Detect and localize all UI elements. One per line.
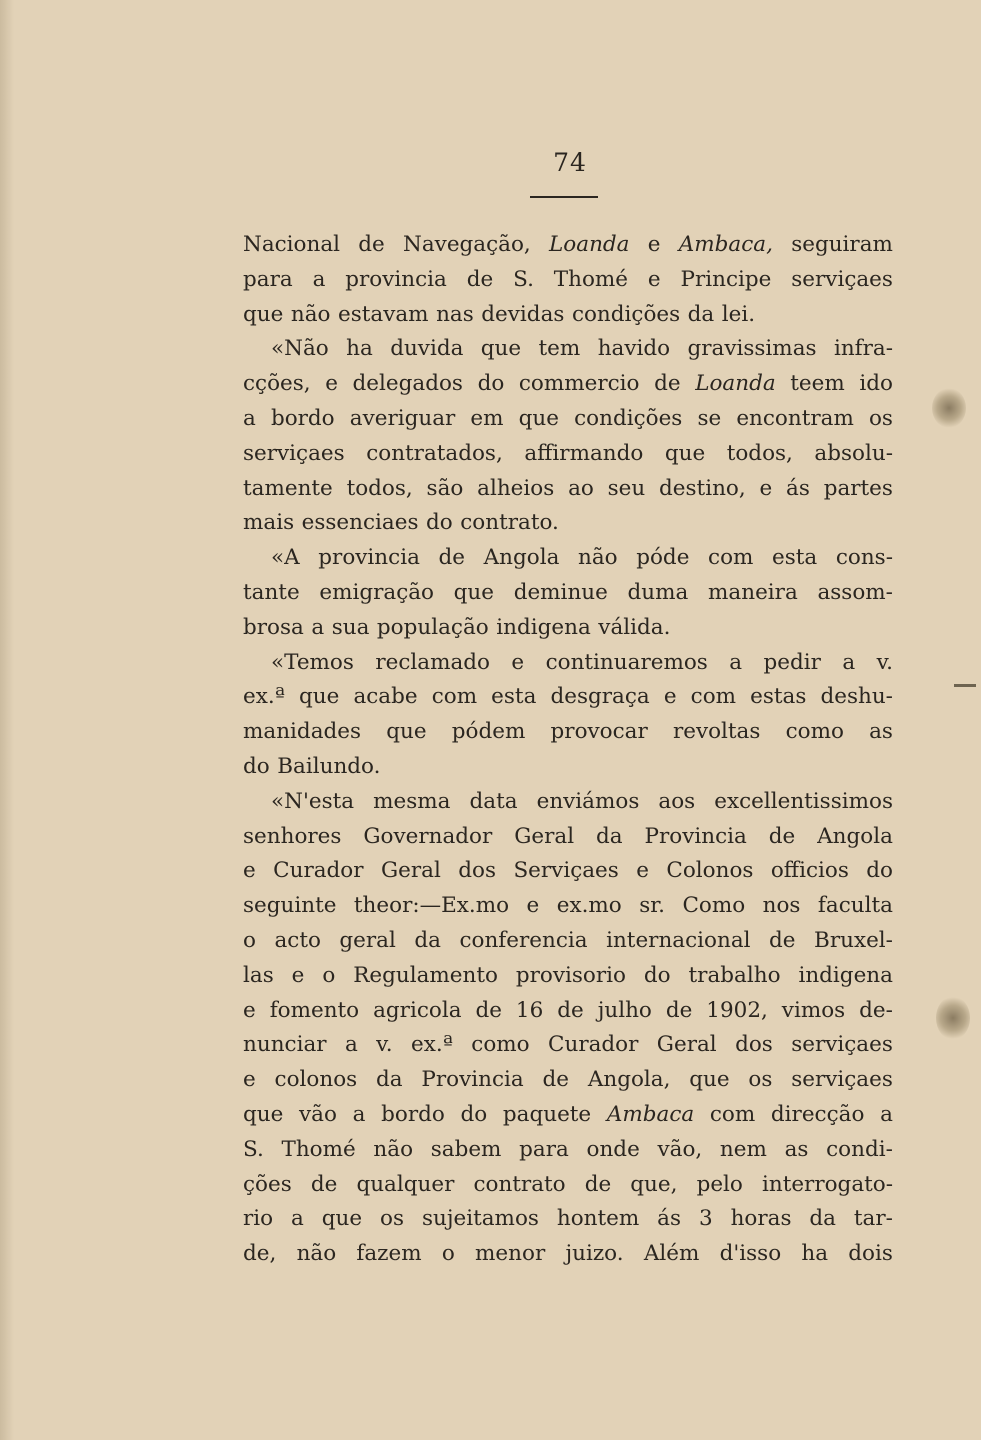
word: paquete	[502, 1101, 592, 1127]
word: rio	[243, 1206, 274, 1232]
word: Curador	[273, 858, 364, 884]
word: Principe	[680, 266, 772, 292]
text-line	[243, 1063, 893, 1098]
word: e	[243, 858, 256, 884]
word: bordo	[381, 1101, 445, 1127]
word: póde	[636, 545, 690, 571]
word: que	[386, 719, 427, 745]
word: Bruxel-	[814, 927, 893, 953]
page-edge	[0, 0, 14, 1440]
word: não	[373, 1136, 414, 1162]
word: tem	[538, 336, 581, 362]
word: mais	[243, 510, 295, 536]
word: averiguar	[349, 405, 456, 431]
word: delegados	[352, 371, 463, 397]
text-line	[243, 472, 893, 507]
word: para	[243, 266, 293, 292]
word: provincia	[345, 266, 447, 292]
word: 1902,	[706, 997, 768, 1023]
word: esta	[772, 545, 818, 571]
word: serviçaes	[791, 1032, 893, 1058]
word: indigena	[496, 614, 591, 640]
text-line	[243, 1168, 893, 1203]
word: todos,	[346, 475, 413, 501]
word: condições	[574, 405, 683, 431]
word: a	[352, 1101, 366, 1127]
word: Geral	[380, 858, 441, 884]
word: commercio	[518, 371, 640, 397]
word: e	[291, 962, 305, 988]
word: contrato.	[460, 510, 559, 536]
word: Geral	[514, 823, 575, 849]
word: do	[477, 371, 505, 397]
word: serviçaes	[243, 440, 345, 466]
word: e	[511, 649, 525, 675]
word: Bailundo.	[277, 753, 381, 779]
word: direcção	[770, 1101, 865, 1127]
word: reclamado	[375, 649, 490, 675]
word: da	[596, 823, 623, 849]
text-line	[243, 298, 893, 333]
word: Ambaca,	[678, 232, 773, 257]
word: juizo.	[565, 1241, 624, 1267]
word: havido	[597, 336, 671, 362]
word: de	[654, 371, 681, 397]
word: que	[243, 301, 284, 327]
word: vão,	[657, 1136, 703, 1162]
word: provisorio	[515, 962, 626, 988]
word: provocar	[550, 719, 648, 745]
word: a	[243, 405, 256, 431]
word: seu	[607, 475, 646, 501]
word: o	[243, 927, 256, 953]
word: do	[243, 753, 270, 779]
word: senhores	[243, 823, 342, 849]
word: las	[243, 962, 274, 988]
word: da	[687, 301, 715, 327]
word: para	[519, 1136, 569, 1162]
word: manidades	[243, 719, 362, 745]
word: como	[785, 719, 844, 745]
word: Angola	[483, 545, 560, 571]
word: emigração	[319, 579, 434, 605]
word: ex.ª	[411, 1032, 453, 1058]
text-line	[243, 402, 893, 437]
word: fazem	[356, 1241, 422, 1267]
word: partes	[823, 475, 893, 501]
word: de	[584, 1171, 612, 1197]
word: não	[578, 545, 618, 571]
word: tar-	[853, 1206, 893, 1232]
word: dois	[848, 1241, 893, 1267]
text-line	[243, 994, 893, 1029]
word: Além	[643, 1241, 700, 1267]
word: nas	[436, 301, 474, 327]
word: Ambaca	[606, 1101, 695, 1127]
word: fomento	[269, 997, 360, 1023]
word: «A	[271, 545, 300, 571]
text-line	[243, 437, 893, 472]
word: e	[759, 475, 773, 501]
word: Navegação,	[403, 232, 531, 257]
word: ha	[801, 1241, 829, 1267]
word: a	[880, 1101, 893, 1127]
word: hontem	[556, 1206, 640, 1232]
word: gravissimas	[687, 336, 817, 362]
word: ido	[859, 371, 893, 397]
text-line	[243, 924, 893, 959]
word: que	[480, 336, 522, 362]
word: as	[869, 719, 893, 745]
text-line	[243, 646, 893, 681]
word: destino,	[659, 475, 746, 501]
word: colonos	[274, 1067, 358, 1093]
text-line	[243, 1028, 893, 1063]
word: d'isso	[719, 1241, 782, 1267]
word: do	[643, 962, 671, 988]
text-line	[243, 228, 893, 263]
word: não	[290, 301, 331, 327]
word: teem	[790, 371, 845, 397]
word: pódem	[451, 719, 526, 745]
ink-blot	[932, 388, 966, 428]
text-line	[243, 576, 893, 611]
word: Angola	[817, 823, 893, 849]
word: «Temos	[271, 649, 354, 675]
text-line	[243, 715, 893, 750]
word: nunciar	[243, 1032, 327, 1058]
word: não	[296, 1241, 337, 1267]
word: deminue	[513, 579, 608, 605]
word: de	[475, 997, 502, 1023]
word: cons-	[835, 545, 893, 571]
word: bordo	[270, 405, 335, 431]
word: continuaremos	[545, 649, 708, 675]
word: que	[453, 579, 495, 605]
word: dos	[458, 858, 497, 884]
text-line	[243, 750, 893, 785]
word: de	[768, 823, 796, 849]
word: infra-	[833, 336, 893, 362]
margin-mark	[954, 684, 976, 687]
word: ções	[243, 1171, 292, 1197]
word: os	[868, 405, 893, 431]
word: v.	[376, 1032, 393, 1058]
word: lei.	[721, 301, 756, 327]
word: data	[469, 788, 518, 814]
word: em	[470, 405, 504, 431]
text-line	[243, 785, 893, 820]
word: acabe	[353, 684, 418, 710]
word: nos	[762, 893, 801, 919]
word: que,	[630, 1171, 678, 1197]
word: sr.	[639, 893, 665, 919]
word: o	[322, 962, 336, 988]
word: indigena	[798, 962, 893, 988]
word: e	[647, 266, 661, 292]
text-line	[243, 541, 893, 576]
word: o	[441, 1241, 455, 1267]
word: affirmando	[524, 440, 644, 466]
text-line	[243, 1202, 893, 1237]
word: Governador	[363, 823, 493, 849]
word: encontram	[736, 405, 854, 431]
word: assom-	[817, 579, 893, 605]
ink-blot	[936, 996, 970, 1040]
word: S.	[243, 1136, 264, 1162]
word: desgraça	[550, 684, 650, 710]
word: ás	[786, 475, 810, 501]
word: condi-	[826, 1136, 893, 1162]
word: ha	[346, 336, 373, 362]
word: os	[748, 1067, 773, 1093]
word: e	[526, 893, 540, 919]
word: nem	[719, 1136, 767, 1162]
word: se	[697, 405, 722, 431]
word: julho	[597, 997, 652, 1023]
word: do	[866, 858, 893, 884]
word: absolu-	[814, 440, 893, 466]
word: a	[311, 614, 325, 640]
word: horas	[730, 1206, 792, 1232]
word: acto	[274, 927, 321, 953]
word: população	[376, 614, 489, 640]
word: Thomé	[553, 266, 629, 292]
word: a	[291, 1206, 304, 1232]
word: Colonos	[666, 858, 754, 884]
word: de,	[243, 1241, 277, 1267]
word: esta	[491, 684, 537, 710]
word: devidas	[481, 301, 565, 327]
word: de	[310, 1171, 338, 1197]
word: de	[665, 997, 693, 1023]
word: e	[663, 684, 677, 710]
word: de	[466, 266, 494, 292]
word: Loanda	[549, 232, 630, 257]
word: de	[557, 997, 584, 1023]
word: Nacional	[243, 232, 341, 257]
word: a	[344, 1032, 358, 1058]
word: de	[542, 1067, 570, 1093]
word: maneira	[708, 579, 798, 605]
word: de	[769, 927, 796, 953]
word: tamente	[243, 475, 333, 501]
word: ao	[568, 475, 594, 501]
word: Geral	[656, 1032, 717, 1058]
word: tante	[243, 579, 300, 605]
word: pedir	[763, 649, 821, 675]
word: enviámos	[536, 788, 640, 814]
word: são	[426, 475, 464, 501]
word: mesma	[373, 788, 451, 814]
word: a	[729, 649, 743, 675]
word: Como	[682, 893, 746, 919]
word: e	[243, 1067, 256, 1093]
word: dos	[735, 1032, 773, 1058]
word: seguinte	[243, 893, 337, 919]
word: que	[664, 440, 706, 466]
word: Regulamento	[353, 962, 498, 988]
word: «N'esta	[271, 788, 355, 814]
word: theor:—Ex.mo	[353, 893, 510, 919]
word: serviçaes	[791, 1067, 893, 1093]
word: ex.mo	[556, 893, 622, 919]
word: deshu-	[820, 684, 893, 710]
word: de	[358, 232, 385, 257]
text-line	[243, 889, 893, 924]
text-line	[243, 854, 893, 889]
word: que	[299, 684, 340, 710]
text-line	[243, 1133, 893, 1168]
word: do	[426, 510, 453, 536]
word: ex.ª	[243, 684, 285, 710]
word: todos,	[726, 440, 793, 466]
text-line	[243, 367, 893, 402]
word: sujeitamos	[421, 1206, 539, 1232]
word: qualquer	[356, 1171, 455, 1197]
word: excellentissimos	[714, 788, 893, 814]
body-text	[243, 228, 893, 1272]
word: S.	[513, 266, 534, 292]
word: alheios	[477, 475, 555, 501]
word: duvida	[390, 336, 464, 362]
word: serviçaes	[791, 266, 893, 292]
word: Angola,	[587, 1067, 671, 1093]
word: revoltas	[672, 719, 761, 745]
word: brosa	[243, 614, 304, 640]
word: internacional	[606, 927, 751, 953]
word: da	[414, 927, 441, 953]
word: faculta	[817, 893, 893, 919]
word: cções,	[243, 371, 311, 397]
word: como	[471, 1032, 530, 1058]
text-line	[243, 506, 893, 541]
word: provincia	[318, 545, 420, 571]
text-line	[243, 680, 893, 715]
word: de	[438, 545, 465, 571]
word: do	[460, 1101, 488, 1127]
word: Serviçaes	[513, 858, 619, 884]
word: a	[312, 266, 326, 292]
word: seguiram	[791, 232, 893, 257]
word: e	[325, 371, 338, 397]
word: Loanda	[695, 371, 776, 397]
word: vimos	[781, 997, 846, 1023]
text-line	[243, 611, 893, 646]
word: as	[784, 1136, 809, 1162]
word: contrato	[473, 1171, 566, 1197]
word: e	[636, 858, 649, 884]
word: com	[708, 545, 754, 571]
word: ás	[657, 1206, 682, 1232]
text-line	[243, 1098, 893, 1133]
word: com	[690, 684, 737, 710]
word: geral	[339, 927, 396, 953]
word: Thomé	[281, 1136, 356, 1162]
word: contratados,	[366, 440, 503, 466]
word: trabalho	[688, 962, 781, 988]
word: 16	[515, 997, 544, 1023]
text-line	[243, 820, 893, 855]
text-line	[243, 263, 893, 298]
word: e	[243, 997, 256, 1023]
word: Curador	[548, 1032, 639, 1058]
text-line	[243, 959, 893, 994]
word: Provincia	[421, 1067, 524, 1093]
word: com	[431, 684, 478, 710]
word: que	[243, 1101, 284, 1127]
word: a	[842, 649, 856, 675]
word: interrogato-	[761, 1171, 893, 1197]
word: que	[518, 405, 559, 431]
word: onde	[586, 1136, 640, 1162]
page-number: 74	[553, 148, 587, 177]
word: da	[376, 1067, 403, 1093]
word: v.	[876, 649, 893, 675]
word: Provincia	[644, 823, 747, 849]
word: menor	[475, 1241, 546, 1267]
word: officios	[770, 858, 849, 884]
word: 3	[698, 1206, 713, 1232]
word: com	[709, 1101, 756, 1127]
text-line	[243, 1237, 893, 1272]
word: aos	[658, 788, 696, 814]
word: de-	[859, 997, 893, 1023]
word: válida.	[598, 614, 671, 640]
word: sua	[331, 614, 370, 640]
word: que	[321, 1206, 363, 1232]
word: da	[809, 1206, 836, 1232]
word: estavam	[337, 301, 429, 327]
word: duma	[627, 579, 689, 605]
word: conferencia	[459, 927, 588, 953]
word: essenciaes	[301, 510, 419, 536]
header-rule	[530, 196, 598, 198]
word: condições	[571, 301, 681, 327]
word: pelo	[696, 1171, 743, 1197]
word: os	[380, 1206, 405, 1232]
word: que	[689, 1067, 730, 1093]
word: agricola	[373, 997, 462, 1023]
word: estas	[750, 684, 807, 710]
word: «Não	[271, 336, 329, 362]
word: e	[647, 232, 661, 257]
word: sabem	[430, 1136, 502, 1162]
word: vão	[299, 1101, 337, 1127]
text-line	[243, 332, 893, 367]
